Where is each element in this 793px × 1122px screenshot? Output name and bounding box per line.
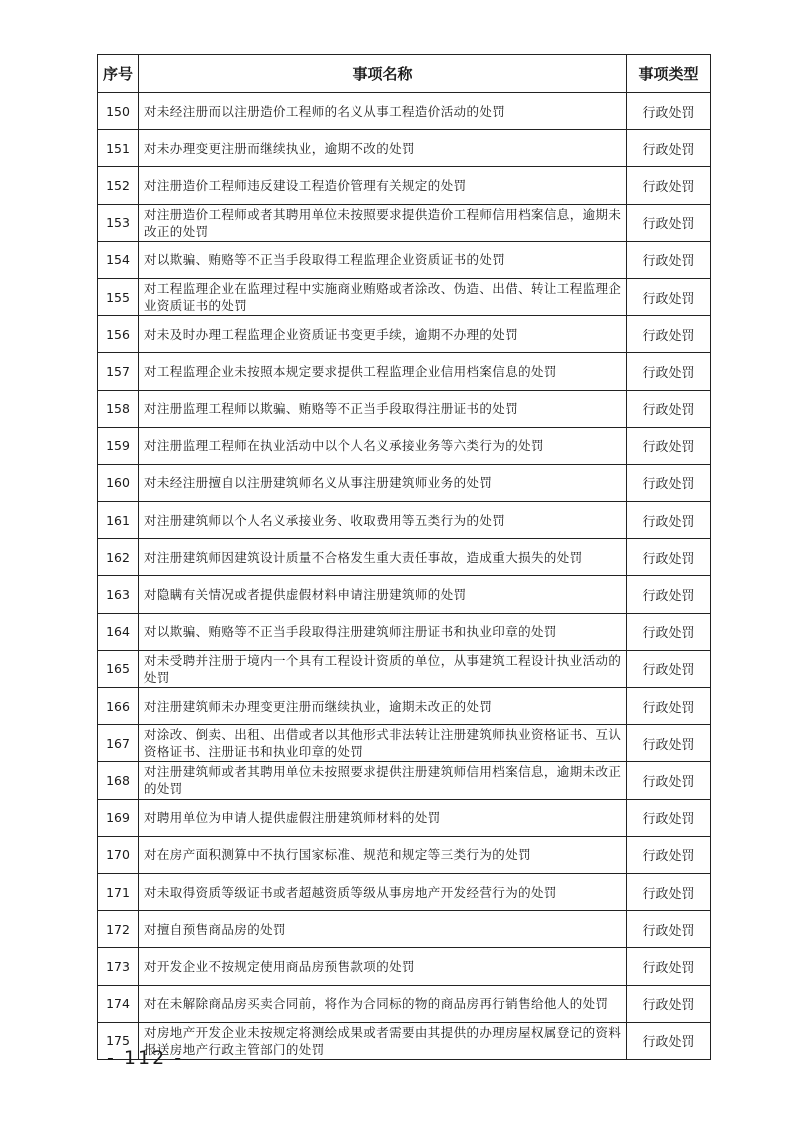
table-row — [98, 93, 711, 130]
row-item-type: 行政处罚 — [627, 576, 711, 613]
table-row — [98, 613, 711, 650]
row-number: 167 — [98, 725, 139, 762]
row-item-name: 对注册建筑师或者其聘用单位未按照要求提供注册建筑师信用档案信息，逾期未改正的处罚 — [139, 762, 627, 799]
table-row — [98, 911, 711, 948]
table-row — [98, 650, 711, 687]
row-number: 169 — [98, 799, 139, 836]
row-item-name: 对注册建筑师以个人名义承接业务、收取费用等五类行为的处罚 — [139, 502, 627, 539]
row-number: 158 — [98, 390, 139, 427]
row-item-type: 行政处罚 — [627, 130, 711, 167]
table-row — [98, 204, 711, 241]
row-item-name: 对未经注册而以注册造价工程师的名义从事工程造价活动的处罚 — [139, 93, 627, 130]
row-item-name: 对注册造价工程师违反建设工程造价管理有关规定的处罚 — [139, 167, 627, 204]
header-item-type: 事项类型 — [627, 55, 711, 93]
row-number: 163 — [98, 576, 139, 613]
row-item-type: 行政处罚 — [627, 911, 711, 948]
row-item-type: 行政处罚 — [627, 502, 711, 539]
row-item-name: 对隐瞒有关情况或者提供虚假材料申请注册建筑师的处罚 — [139, 576, 627, 613]
page-number: - 112 - — [107, 1047, 184, 1069]
row-item-type: 行政处罚 — [627, 836, 711, 873]
row-item-type: 行政处罚 — [627, 873, 711, 910]
row-item-name: 对工程监理企业在监理过程中实施商业贿赂或者涂改、伪造、出借、转让工程监理企业资质证书的处罚 — [139, 278, 627, 315]
row-item-type: 行政处罚 — [627, 93, 711, 130]
table-row — [98, 278, 711, 315]
row-item-type: 行政处罚 — [627, 985, 711, 1022]
table-row — [98, 799, 711, 836]
row-number: 157 — [98, 353, 139, 390]
row-item-name: 对在房产面积测算中不执行国家标准、规范和规定等三类行为的处罚 — [139, 836, 627, 873]
row-item-name: 对开发企业不按规定使用商品房预售款项的处罚 — [139, 948, 627, 985]
table-row — [98, 836, 711, 873]
table-row — [98, 427, 711, 464]
header-item-name: 事项名称 — [139, 55, 627, 93]
row-number: 160 — [98, 464, 139, 501]
table-row — [98, 873, 711, 910]
row-number: 168 — [98, 762, 139, 799]
row-number: 152 — [98, 167, 139, 204]
row-number: 153 — [98, 204, 139, 241]
row-item-name: 对工程监理企业未按照本规定要求提供工程监理企业信用档案信息的处罚 — [139, 353, 627, 390]
items-table — [97, 54, 711, 1060]
row-number: 161 — [98, 502, 139, 539]
table-header-row — [98, 55, 711, 93]
row-item-name: 对未及时办理工程监理企业资质证书变更手续，逾期不办理的处罚 — [139, 316, 627, 353]
table-row — [98, 130, 711, 167]
row-item-type: 行政处罚 — [627, 650, 711, 687]
table-row — [98, 539, 711, 576]
row-item-name: 对注册建筑师因建筑设计质量不合格发生重大责任事故，造成重大损失的处罚 — [139, 539, 627, 576]
table-row — [98, 390, 711, 427]
row-number: 156 — [98, 316, 139, 353]
row-item-name: 对涂改、倒卖、出租、出借或者以其他形式非法转让注册建筑师执业资格证书、互认资格证书、注册证书和执业印章的处罚 — [139, 725, 627, 762]
table-row — [98, 576, 711, 613]
header-number: 序号 — [98, 55, 139, 93]
table-row — [98, 316, 711, 353]
row-item-name: 对注册建筑师未办理变更注册而继续执业，逾期未改正的处罚 — [139, 688, 627, 725]
row-number: 162 — [98, 539, 139, 576]
row-item-type: 行政处罚 — [627, 762, 711, 799]
table-row — [98, 985, 711, 1022]
row-number: 175 — [98, 1022, 139, 1059]
row-item-type: 行政处罚 — [627, 204, 711, 241]
table-row — [98, 762, 711, 799]
row-number: 155 — [98, 278, 139, 315]
row-item-type: 行政处罚 — [627, 464, 711, 501]
table-row — [98, 464, 711, 501]
row-item-name: 对聘用单位为申请人提供虚假注册建筑师材料的处罚 — [139, 799, 627, 836]
row-item-type: 行政处罚 — [627, 353, 711, 390]
row-item-name: 对未受聘并注册于境内一个具有工程设计资质的单位，从事建筑工程设计执业活动的处罚 — [139, 650, 627, 687]
row-item-name: 对注册监理工程师以欺骗、贿赂等不正当手段取得注册证书的处罚 — [139, 390, 627, 427]
row-number: 170 — [98, 836, 139, 873]
row-item-name: 对在未解除商品房买卖合同前，将作为合同标的物的商品房再行销售给他人的处罚 — [139, 985, 627, 1022]
row-item-type: 行政处罚 — [627, 427, 711, 464]
row-number: 159 — [98, 427, 139, 464]
table-row — [98, 167, 711, 204]
table-row — [98, 241, 711, 278]
table-row — [98, 1022, 711, 1059]
row-item-type: 行政处罚 — [627, 1022, 711, 1059]
table-row — [98, 353, 711, 390]
row-item-name: 对以欺骗、贿赂等不正当手段取得工程监理企业资质证书的处罚 — [139, 241, 627, 278]
row-item-type: 行政处罚 — [627, 241, 711, 278]
row-number: 165 — [98, 650, 139, 687]
row-item-name: 对注册造价工程师或者其聘用单位未按照要求提供造价工程师信用档案信息，逾期未改正的处罚 — [139, 204, 627, 241]
row-item-name: 对房地产开发企业未按规定将测绘成果或者需要由其提供的办理房屋权属登记的资料报送房地产行政主管部门的处罚 — [139, 1022, 627, 1059]
row-item-type: 行政处罚 — [627, 799, 711, 836]
row-number: 174 — [98, 985, 139, 1022]
row-item-type: 行政处罚 — [627, 688, 711, 725]
row-item-name: 对未取得资质等级证书或者超越资质等级从事房地产开发经营行为的处罚 — [139, 873, 627, 910]
row-number: 151 — [98, 130, 139, 167]
row-number: 154 — [98, 241, 139, 278]
row-number: 172 — [98, 911, 139, 948]
row-item-name: 对擅自预售商品房的处罚 — [139, 911, 627, 948]
row-item-name: 对以欺骗、贿赂等不正当手段取得注册建筑师注册证书和执业印章的处罚 — [139, 613, 627, 650]
table-row — [98, 688, 711, 725]
table-row — [98, 502, 711, 539]
row-item-type: 行政处罚 — [627, 948, 711, 985]
row-number: 166 — [98, 688, 139, 725]
row-item-type: 行政处罚 — [627, 316, 711, 353]
row-item-type: 行政处罚 — [627, 390, 711, 427]
row-item-name: 对注册监理工程师在执业活动中以个人名义承接业务等六类行为的处罚 — [139, 427, 627, 464]
row-number: 173 — [98, 948, 139, 985]
row-number: 164 — [98, 613, 139, 650]
row-number: 171 — [98, 873, 139, 910]
row-item-type: 行政处罚 — [627, 539, 711, 576]
row-item-type: 行政处罚 — [627, 278, 711, 315]
row-item-name: 对未办理变更注册而继续执业，逾期不改的处罚 — [139, 130, 627, 167]
row-item-type: 行政处罚 — [627, 613, 711, 650]
row-item-type: 行政处罚 — [627, 167, 711, 204]
table-row — [98, 948, 711, 985]
row-number: 150 — [98, 93, 139, 130]
table-row — [98, 725, 711, 762]
row-item-name: 对未经注册擅自以注册建筑师名义从事注册建筑师业务的处罚 — [139, 464, 627, 501]
row-item-type: 行政处罚 — [627, 725, 711, 762]
